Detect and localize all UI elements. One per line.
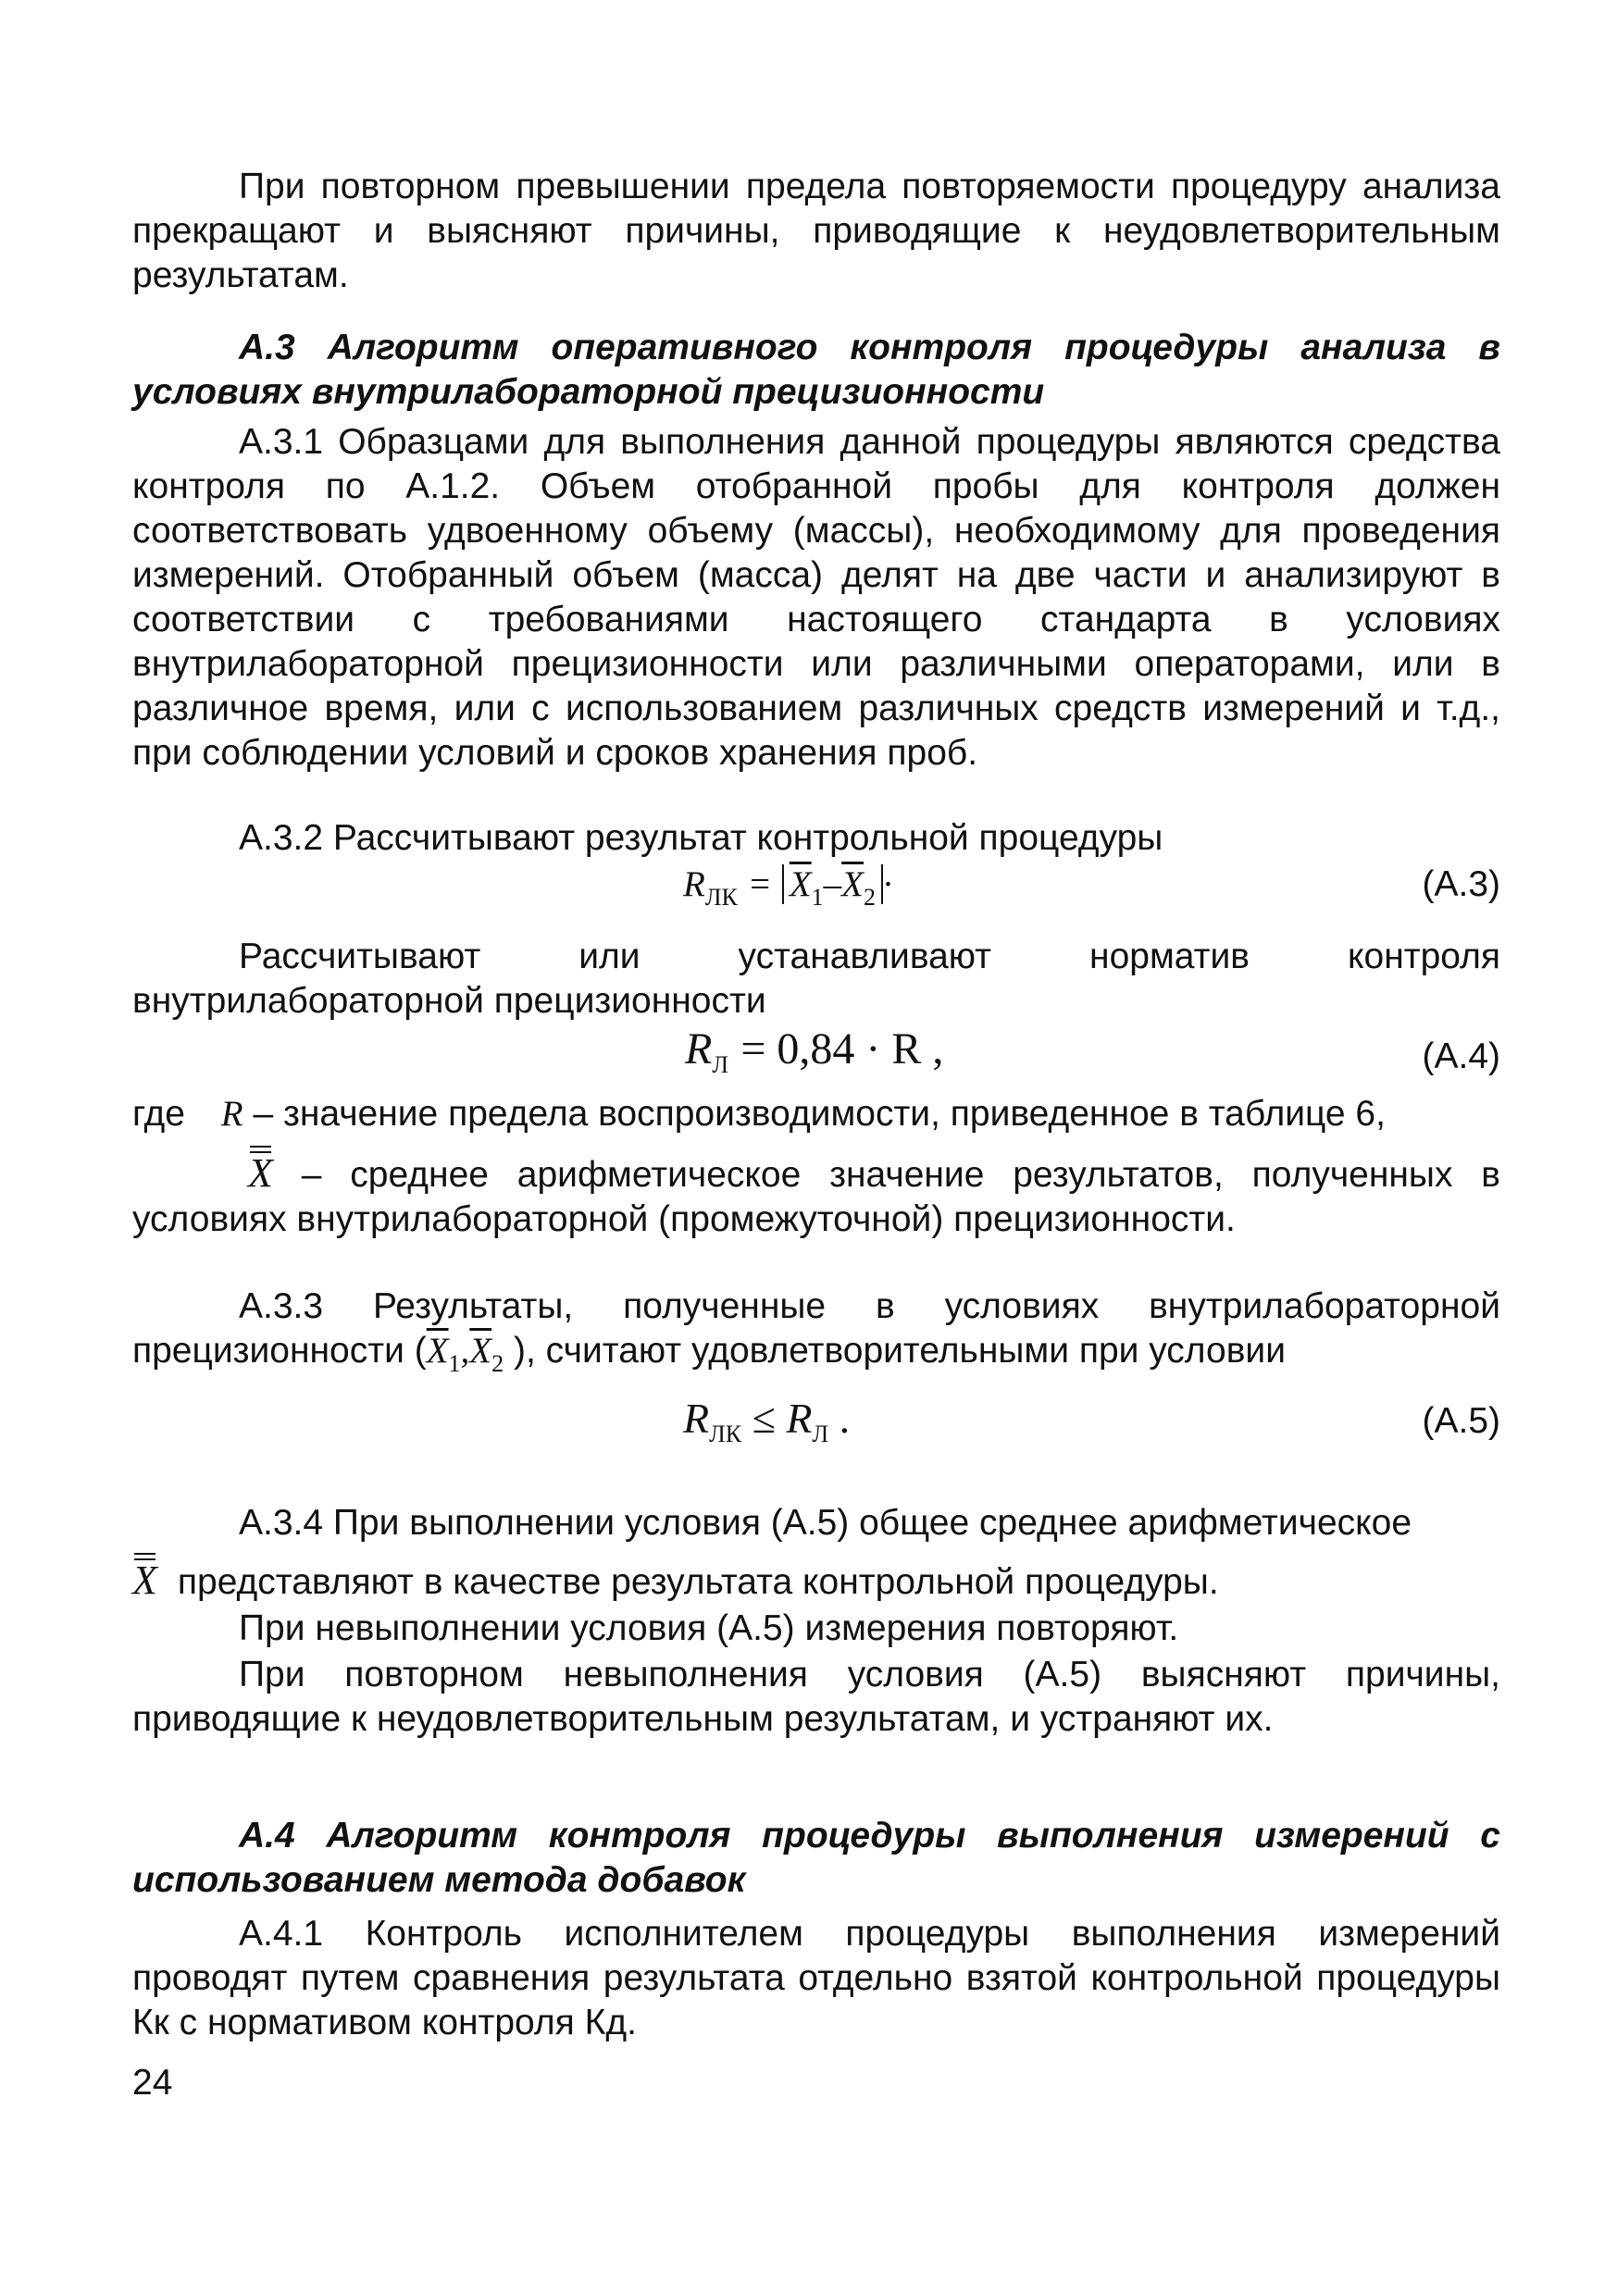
heading-a3: А.3 Алгоритм оперативного контроля процедуры анализа в условиях внутрилабораторной прецизионности — [132, 328, 1500, 412]
paragraph-fail-2: При повторном невыполнения условия (А.5) выясняют причины, приводящие к неудовлетворительным результатам, и устраняют их. — [132, 1655, 1500, 1739]
equation-number-a3: (А.3) — [1422, 864, 1500, 904]
paragraph-intro: При повторном превышении предела повторяемости процедуру анализа прекращают и выясняют причины, приводящие к неудовлетворительным результатам. — [132, 167, 1500, 295]
equation-number-a4: (А.4) — [1422, 1036, 1500, 1076]
paragraph-a3-4-line1: А.3.4 При выполнении условия (А.5) общее среднее арифметическое — [239, 1503, 1412, 1543]
heading-a4: А.4 Алгоритм контроля процедуры выполнения измерений с использованием метода добавок — [132, 1816, 1500, 1900]
xbar-double-symbol-2: X — [132, 1558, 157, 1603]
formula-a4: $R_Л = 0,84 \cdot R$ , — [685, 1024, 944, 1078]
page-number: 24 — [132, 2063, 173, 2103]
paragraph-fail-1: При невыполнении условия (А.5) измерения повторяют. — [239, 1608, 1179, 1648]
paragraph-a3-2: А.3.2 Рассчитывают результат контрольной процедуры — [239, 818, 1163, 858]
abs-difference: $\overline{X}_1-\overline{X}_2$ — [782, 864, 883, 904]
formula-a5: $R_{ЛК} \le R_Л$ . — [683, 1395, 851, 1447]
paragraph-a3-3: А.3.3 Результаты, полученные в условиях внутрилабораторной прецизионности ($\overline{X}_1,\overline{X}_2$ ), считают удовлетворительными при условии — [132, 1286, 1500, 1377]
xbar-double-symbol: X — [248, 1150, 273, 1196]
definition-r: где R – значение предела воспроизводимости, приведенное в таблице 6, — [132, 1094, 1386, 1134]
paragraph-norm: Рассчитывают или устанавливают норматив контроля внутрилабораторной прецизионности — [132, 937, 1500, 1021]
formula-a3: $R_{ЛК} = \overline{X}_1-\overline{X}_2$ · — [683, 864, 892, 911]
equation-number-a5: (А.5) — [1422, 1401, 1500, 1441]
paragraph-a4-1: А.4.1 Контроль исполнителем процедуры выполнения измерений проводят путем сравнения результата отдельно взятой контрольной процедуры Кк с нормативом контроля Кд. — [132, 1914, 1500, 2042]
paragraph-a3-1: А.3.1 Образцами для выполнения данной процедуры являются средства контроля по А.1.2. Объем отобранной пробы для контроля должен соответствовать удвоенному объему (массы), необходимому для проведения измерений. Отобранный объем (масса) делят на две части и анализируют в соответствии с требованиями настоящего стандарта в условиях внутрилабораторной прецизионности или различными операторами, или в различное время, или с использованием различных средств измерений и т.д., при соблюдении условий и сроков хранения проб. — [132, 422, 1500, 773]
definition-xbar: X – среднее арифметическое значение результатов, полученных в условиях внутрилабораторной (промежуточной) прецизионности. — [132, 1150, 1500, 1239]
paragraph-a3-4-line2: X представляют в качестве результата контрольной процедуры. — [132, 1558, 1219, 1603]
